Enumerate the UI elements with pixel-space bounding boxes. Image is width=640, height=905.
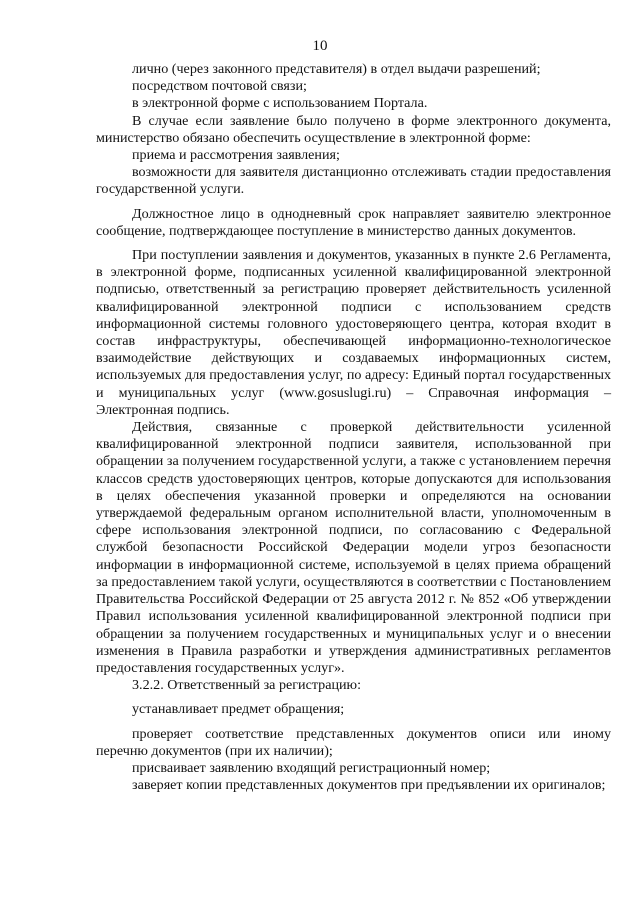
paragraph-electronic-document: В случае если заявление было получено в форме электронного документа, министерство обязано обеспечить осуществление в электронной форме: [96, 112, 611, 146]
paragraph-tracking: возможности для заявителя дистанционно отслеживать стадии предоставления государственной услуги. [96, 164, 611, 198]
paragraph-registration-number: присваивает заявлению входящий регистрационный номер; [132, 759, 491, 776]
paragraph-official-notification: Должностное лицо в однодневный срок направляет заявителю электронное сообщение, подтверждающее поступление в министерство данных документов. [96, 205, 611, 239]
paragraph-reception: приема и рассмотрения заявления; [132, 147, 340, 164]
paragraph-section-3-2-2: 3.2.2. Ответственный за регистрацию: [132, 677, 361, 694]
paragraph-verification-actions: Действия, связанные с проверкой действительности усиленной квалифицированной электронной подписи заявителя, использованной при обращении за получением государственной услуги, а также с установлением перечня классов средств удостоверяющих центров, которые допускаются для использования в целях обеспечения указанной проверки и определяются на основании утверждаемой федеральным органом исполнительной власти, уполномоченным в сфере использования электронной подписи, по согласованию с Федеральной службой безопасности Российской Федерации модели угроз безопасности информации в информационной системе, используемой в целях приема обращений за предоставлением такой услуги, осуществляются в соответствии с Постановлением Правительства Российской Федерации от 25 августа 2012 г. № 852 «Об утверждении Правил использования усиленной квалифицированной электронной подписи при обращении за получением государственных и муниципальных услуг и о внесении изменения в Правила разработки и утверждения административных регламентов предоставления государственных услуг». [96, 419, 611, 676]
paragraph-check-inventory: проверяет соответствие представленных документов описи или иному перечню документов (при их наличии); [96, 725, 611, 759]
paragraph-delivery-portal: в электронной форме с использованием Портала. [132, 95, 428, 112]
page-number: 10 [312, 38, 328, 54]
document-body [96, 61, 611, 794]
paragraph-delivery-in-person: лично (через законного представителя) в отдел выдачи разрешений; [132, 61, 541, 77]
paragraph-delivery-post: посредством почтовой связи; [132, 78, 307, 95]
paragraph-signature-verification: При поступлении заявления и документов, указанных в пункте 2.6 Регламента, в электронной форме, подписанных усиленной квалифицированной электронной подписью, ответственный за регистрацию проверяет действительность усиленной квалифицированной электронной подписи с использованием средств информационной системы головного удостоверяющего центра, которая входит в состав инфраструктуры, обеспечивающей информационно-технологическое взаимодействие действующих и создаваемых информационных систем, используемых для предоставления услуг, по адресу: Единый портал государственных и муниципальных услуг (www.gosuslugi.ru) – Справочная информация – Электронная подпись. [96, 247, 611, 418]
paragraph-certify-copies: заверяет копии представленных документов при предъявлении их оригиналов; [132, 777, 606, 794]
paragraph-subject: устанавливает предмет обращения; [132, 701, 345, 718]
